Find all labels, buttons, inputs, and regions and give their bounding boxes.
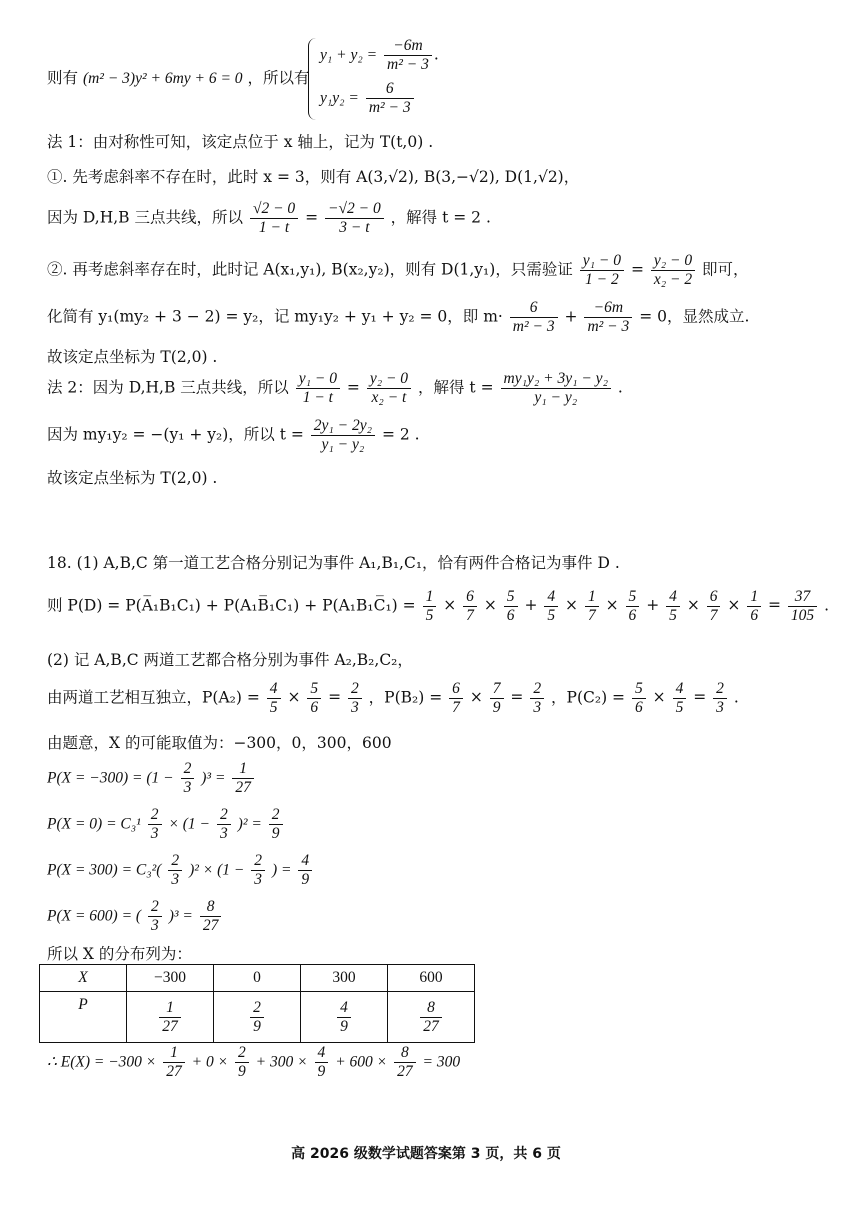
distribution-table [39, 964, 475, 1043]
table-cell [301, 992, 388, 1043]
operator: × [600, 596, 624, 615]
pa2-fractions [265, 680, 364, 716]
fraction: $\frac{6}{7}$ [449, 680, 463, 717]
text: + 0 × [191, 1053, 229, 1071]
table-header-cell: 600 [388, 965, 475, 992]
system-eq-1 [320, 37, 439, 74]
values-line: 由题意，X 的可能取值为：−300，0，300，600 [47, 734, 392, 752]
table-cell [127, 992, 214, 1043]
fraction: $\frac{√2 - 0}{1 - t}$ [250, 200, 298, 237]
fraction: $\frac{2}{9}$ [250, 999, 264, 1036]
table-row [40, 992, 475, 1043]
independence-line [47, 680, 739, 717]
period: . [733, 688, 739, 707]
conclusion-2: 故该定点坐标为 T(2,0) . [47, 469, 218, 487]
operator: × [464, 688, 488, 707]
pd-line [47, 588, 829, 625]
fraction: $\frac{7}{9}$ [490, 680, 504, 717]
operator: = [323, 688, 346, 707]
fraction: $\frac{37}{105}$ [788, 588, 817, 625]
operator: + [641, 596, 665, 615]
operator: × [647, 688, 671, 707]
case-1-text: ①. 先考虑斜率不存在时，此时 x = 3，则有 A(3,√2), B(3,−√2), D(1,√2)， [47, 168, 580, 186]
fraction: $\frac{1}{27}$ [163, 1044, 185, 1081]
table-p-label: P [40, 992, 127, 1043]
fraction: $\frac{-√2 - 0}{3 - t}$ [325, 200, 384, 237]
line-quadratic [47, 66, 310, 88]
p-300 [47, 852, 314, 889]
fraction: $\frac{\text{y₂ − 0}}{\text{x₂ − 2}}$ [651, 252, 695, 289]
fraction: $\frac{8}{27}$ [420, 999, 442, 1036]
equation: (m² − 3)y² + 6my + 6 = 0 [82, 70, 243, 87]
fraction: $\frac{6}{7}$ [463, 588, 477, 625]
fraction: $\frac{2}{3}$ [713, 680, 727, 717]
p-600 [47, 898, 223, 935]
expectation-line [47, 1044, 460, 1081]
period: . [824, 596, 830, 615]
text: = 300 [422, 1053, 461, 1071]
case-2-text [47, 252, 749, 289]
fraction: $\frac{2}{9}$ [235, 1044, 249, 1081]
operator: × [438, 596, 462, 615]
fraction: $\frac{5}{6}$ [632, 680, 646, 717]
fraction: $\frac{5}{6}$ [626, 588, 640, 625]
equals: = [346, 378, 360, 397]
fraction: $\frac{1}{5}$ [423, 588, 437, 625]
system-brace [308, 38, 319, 120]
text: × (1 − [168, 815, 211, 833]
fraction: $\frac{\text{y₂ − 0}}{\text{x₂ − t}}$ [367, 370, 411, 407]
case-2-simplify [47, 299, 749, 336]
text: ∴ E(X) = −300 × [47, 1053, 157, 1071]
fraction: $\frac{\text{my₁y₂ + 3y₁ − y₂}}{\text{y₁ − y₂}}$ [501, 370, 611, 407]
period: . [617, 378, 623, 397]
fraction: $\frac{-6m}{\text{m² − 3}}$ [384, 37, 432, 74]
text: )² = [237, 815, 262, 833]
operator: × [560, 596, 583, 615]
operator: + [519, 596, 543, 615]
fraction: $\frac{5}{6}$ [504, 588, 518, 625]
fraction: $\frac{4}{5}$ [544, 588, 558, 625]
text: ，P(B₂) = [368, 688, 443, 707]
text: + 300 × [255, 1053, 308, 1071]
case-1-collinear [47, 200, 491, 237]
text: = 2 . [381, 425, 420, 444]
fraction: $\frac{\text{2y₁ − 2y₂}}{\text{y₁ − y₂}}$ [311, 417, 375, 454]
fraction: $\frac{2}{3}$ [168, 852, 182, 889]
fraction: $\frac{8}{27}$ [200, 898, 222, 935]
text: P(X = 600) = ( [47, 907, 142, 925]
equals: = [630, 260, 644, 279]
text: )³ = [201, 769, 226, 787]
table-cell [214, 992, 301, 1043]
table-cell [388, 992, 475, 1043]
lhs: y₁ + y₂ = [320, 46, 378, 64]
operator: = [688, 688, 712, 707]
text: )³ = [168, 907, 193, 925]
text: ，所以有 [247, 69, 310, 87]
fraction: $\frac{2}{3}$ [530, 680, 544, 717]
table-row [40, 965, 475, 992]
fraction: $\frac{2}{3}$ [217, 806, 231, 843]
fraction: $\frac{5}{6}$ [307, 680, 321, 717]
text: 由两道工艺相互独立，P(A₂) = [47, 688, 260, 707]
text: 因为 my₁y₂ = −(y₁ + y₂)，所以 t = [47, 425, 304, 444]
fraction: $\frac{2}{3}$ [181, 760, 195, 797]
distribution-title: 所以 X 的分布列为： [47, 945, 192, 963]
fraction: $\frac{4}{9}$ [315, 1044, 329, 1081]
method-2-result [47, 417, 420, 454]
operator: × [478, 596, 502, 615]
text: ，解得 t = [418, 378, 494, 397]
table-header-cell: −300 [127, 965, 214, 992]
pc2-fractions [630, 680, 729, 716]
lhs: y₁y₂ = [320, 89, 359, 107]
method-2-text [47, 370, 623, 407]
text: 即可， [702, 260, 749, 279]
text: ，解得 t = 2 . [390, 208, 491, 227]
text: 因为 D,H,B 三点共线，所以 [47, 208, 243, 227]
text: P(X = 0) = C₃¹ [47, 815, 141, 833]
text: + 600 × [335, 1053, 388, 1071]
text: 化简有 y₁(my₂ + 3 − 2) = y₂，记 my₁y₂ + y₁ + y₂ = 0，即 m· [47, 307, 503, 326]
operator: × [722, 596, 746, 615]
plus: + [564, 307, 578, 326]
fraction: $\frac{2}{3}$ [148, 898, 162, 935]
fraction: $\frac{6}{\text{m² − 3}}$ [510, 299, 558, 336]
fraction: $\frac{8}{27}$ [394, 1044, 416, 1081]
equals: = [305, 208, 319, 227]
fraction: $\frac{2}{3}$ [348, 680, 362, 717]
text: 则 P(D) = P(A̅₁B₁C₁) + P(A₁B̅₁C₁) + P(A₁B₁C̅₁) = [47, 596, 416, 615]
text: )² × (1 − [189, 861, 245, 879]
fraction: $\frac{\text{y₁ − 0}}{1 - t}$ [296, 370, 340, 407]
fraction: $\frac{4}{5}$ [673, 680, 687, 717]
operator: × [681, 596, 705, 615]
period: . [433, 45, 439, 64]
text: P(X = 300) = C₃²( [47, 861, 162, 879]
fraction: $\frac{6}{\text{m² − 3}}$ [366, 80, 414, 117]
question-18-part-2: (2) 记 A,B,C 两道工艺都合格分别为事件 A₂,B₂,C₂， [47, 651, 413, 669]
page-footer: 高 2026 级数学试题答案第 3 页，共 6 页 [291, 1146, 561, 1162]
system-eq-2 [320, 80, 416, 117]
fraction: $\frac{-6m}{\text{m² − 3}}$ [584, 299, 632, 336]
fraction: $\frac{4}{9}$ [337, 999, 351, 1036]
fraction: $\frac{1}{27}$ [159, 999, 181, 1036]
fraction: $\frac{4}{5}$ [267, 680, 281, 717]
fraction: $\frac{2}{3}$ [251, 852, 265, 889]
fraction: $\frac{1}{27}$ [232, 760, 254, 797]
fraction: $\frac{2}{9}$ [269, 806, 283, 843]
text: 法 2：因为 D,H,B 三点共线，所以 [47, 378, 289, 397]
table-header-cell: 300 [301, 965, 388, 992]
table-header-cell: 0 [214, 965, 301, 992]
p-minus-300 [47, 760, 256, 797]
fraction: $\frac{2}{3}$ [148, 806, 162, 843]
fraction: $\frac{4}{5}$ [666, 588, 680, 625]
text: ②. 再考虑斜率存在时，此时记 A(x₁,y₁), B(x₂,y₂)，则有 D(1,y₁)，只需验证 [47, 260, 573, 279]
operator: = [763, 596, 786, 615]
fraction: $\frac{1}{6}$ [747, 588, 761, 625]
question-18-part-1: 18. (1) A,B,C 第一道工艺合格分别记为事件 A₁,B₁,C₁，恰有两件合格记为事件 D . [47, 554, 620, 572]
text: 则有 [47, 69, 79, 87]
fraction: $\frac{4}{9}$ [298, 852, 312, 889]
p-0 [47, 806, 285, 843]
conclusion-1: 故该定点坐标为 T(2,0) . [47, 348, 218, 366]
pd-fractions [421, 588, 820, 624]
fraction: $\frac{6}{7}$ [707, 588, 721, 625]
method-1-text: 法 1：由对称性可知，该定点位于 x 轴上，记为 T(t,0) . [47, 133, 434, 151]
table-header-x: X [40, 965, 127, 992]
operator: × [282, 688, 306, 707]
pb2-fractions [447, 680, 546, 716]
text: = 0，显然成立. [639, 307, 750, 326]
text: ) = [271, 861, 292, 879]
text: ，P(C₂) = [551, 688, 626, 707]
fraction: $\frac{\text{y₁ − 0}}{1 - 2}$ [580, 252, 624, 289]
fraction: $\frac{1}{7}$ [585, 588, 599, 625]
operator: = [505, 688, 529, 707]
text: P(X = −300) = (1 − [47, 769, 174, 787]
